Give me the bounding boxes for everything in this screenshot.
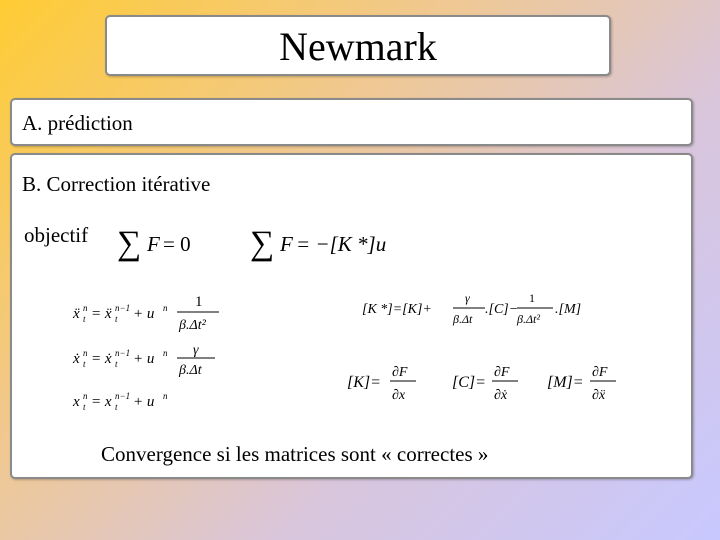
svg-text:t: t bbox=[115, 314, 118, 324]
section-a-box bbox=[10, 98, 693, 146]
svg-text:n: n bbox=[83, 303, 88, 313]
svg-text:n−1: n−1 bbox=[115, 303, 131, 313]
velocity-prediction bbox=[72, 343, 215, 378]
slide-title: Newmark bbox=[279, 24, 437, 69]
svg-text:∂x: ∂x bbox=[392, 388, 406, 403]
svg-text:+ u: + u bbox=[133, 306, 155, 322]
svg-text:β.Δt: β.Δt bbox=[453, 312, 473, 326]
svg-text:[K *]=[K]+: [K *]=[K]+ bbox=[362, 302, 432, 317]
svg-text:t: t bbox=[115, 359, 118, 369]
sigma-symbol: ∑ bbox=[250, 225, 275, 262]
section-b-box bbox=[10, 153, 693, 479]
svg-text:∂F: ∂F bbox=[592, 365, 608, 380]
svg-text:1: 1 bbox=[195, 294, 203, 310]
svg-text:β.Δt²: β.Δt² bbox=[517, 312, 540, 326]
svg-text:∂F: ∂F bbox=[392, 365, 408, 380]
svg-text:= ẍ: = ẍ bbox=[91, 306, 112, 322]
svg-text:ẍ: ẍ bbox=[73, 306, 80, 322]
section-b-label: B. Correction itérative bbox=[22, 172, 211, 196]
svg-text:x: x bbox=[73, 394, 80, 410]
svg-text:.[C]−: .[C]− bbox=[485, 302, 519, 317]
k-star-formula bbox=[357, 290, 587, 335]
stiffness-matrix bbox=[347, 365, 416, 403]
svg-text:n: n bbox=[83, 348, 88, 358]
tangent-matrices bbox=[342, 360, 632, 410]
svg-text:t: t bbox=[115, 402, 118, 412]
svg-text:γ: γ bbox=[193, 343, 199, 358]
svg-text:= x: = x bbox=[91, 394, 112, 410]
svg-text:n−1: n−1 bbox=[115, 348, 131, 358]
objective-label: objectif bbox=[24, 223, 89, 247]
svg-text:+ u: + u bbox=[133, 394, 155, 410]
acceleration-prediction bbox=[72, 294, 219, 333]
svg-text:[M]=: [M]= bbox=[547, 374, 584, 391]
svg-text:n: n bbox=[163, 303, 168, 313]
svg-text:t: t bbox=[83, 314, 86, 324]
svg-text:n: n bbox=[83, 391, 88, 401]
residual-formula bbox=[250, 222, 400, 262]
svg-text:β.Δt²: β.Δt² bbox=[179, 318, 206, 333]
svg-text:1: 1 bbox=[529, 291, 535, 305]
k-star-product: = −[K *]u bbox=[296, 232, 387, 256]
title-box bbox=[105, 15, 611, 76]
svg-text:n: n bbox=[163, 348, 168, 358]
svg-text:β.Δt: β.Δt bbox=[179, 363, 202, 378]
svg-text:t: t bbox=[83, 402, 86, 412]
force-symbol: F bbox=[147, 232, 160, 256]
svg-text:.[M]: .[M] bbox=[555, 302, 582, 317]
svg-text:n−1: n−1 bbox=[115, 391, 131, 401]
svg-text:[K]=: [K]= bbox=[347, 374, 381, 391]
equals-zero: = 0 bbox=[163, 232, 191, 256]
prediction-formulas bbox=[67, 288, 237, 418]
equilibrium-formula bbox=[117, 222, 217, 262]
force-symbol: F bbox=[280, 232, 293, 256]
svg-text:ẋ: ẋ bbox=[73, 351, 80, 367]
svg-text:[C]=: [C]= bbox=[452, 374, 486, 391]
svg-text:γ: γ bbox=[465, 291, 470, 305]
svg-text:n: n bbox=[163, 391, 168, 401]
convergence-note: Convergence si les matrices sont « correctes » bbox=[101, 442, 489, 466]
svg-text:∂F: ∂F bbox=[494, 365, 510, 380]
svg-text:t: t bbox=[83, 359, 86, 369]
svg-text:∂ẋ: ∂ẋ bbox=[494, 388, 508, 403]
section-a-label: A. prédiction bbox=[22, 111, 133, 135]
displacement-prediction bbox=[72, 391, 168, 412]
svg-text:∂ẍ: ∂ẍ bbox=[592, 388, 606, 403]
svg-text:= ẋ: = ẋ bbox=[91, 351, 112, 367]
sigma-symbol: ∑ bbox=[117, 225, 142, 262]
mass-matrix bbox=[547, 365, 616, 403]
damping-matrix bbox=[452, 365, 518, 403]
svg-text:+ u: + u bbox=[133, 351, 155, 367]
